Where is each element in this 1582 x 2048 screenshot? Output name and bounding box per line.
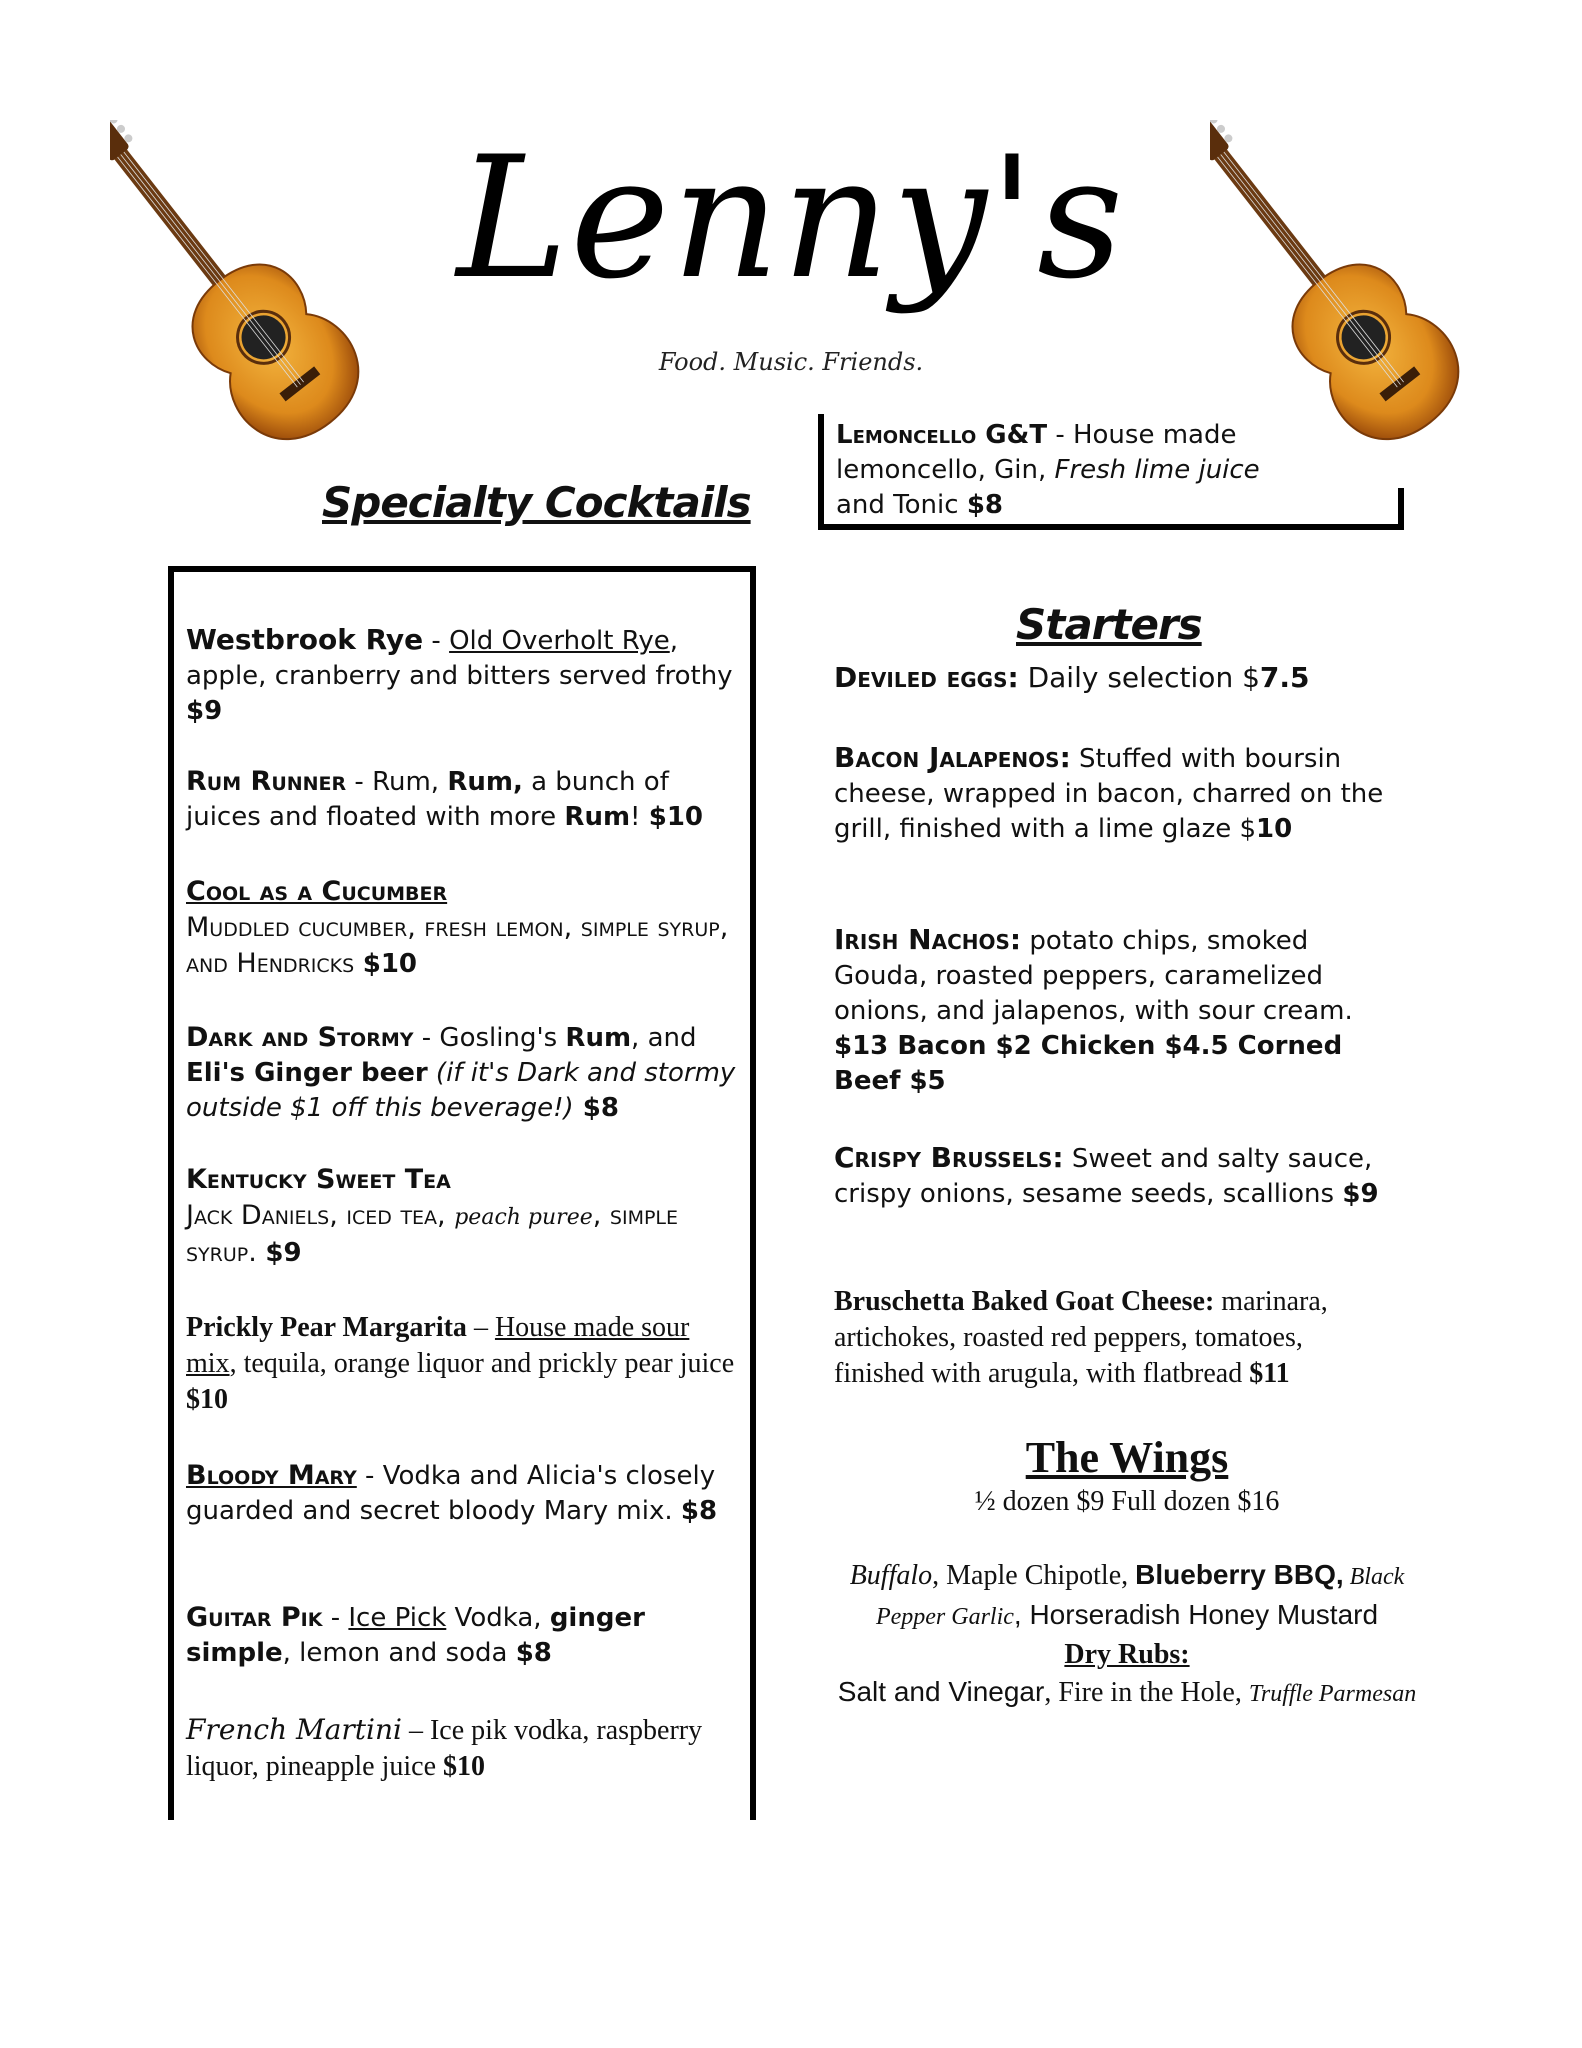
item-name: Guitar Pik <box>186 1602 323 1633</box>
item-price: $8 <box>573 1093 619 1123</box>
item-desc: - Vodka and Alicia's closely guarded and secret bloody Mary mix. <box>186 1461 716 1526</box>
item-name: Rum Runner <box>186 766 347 797</box>
item-desc-italic: (if it's Dark and stormy outside $1 off this beverage!) <box>186 1058 736 1123</box>
item-desc: , and <box>631 1023 697 1053</box>
menu-item-bacon-jalapenos <box>834 740 1394 847</box>
item-price: $8 <box>680 1496 718 1526</box>
wings-price: ½ dozen $9 Full dozen $16 <box>974 1486 1280 1517</box>
item-desc: - Rum, <box>346 767 448 797</box>
dry-rub: Salt and Vinegar <box>837 1676 1045 1707</box>
item-desc: Jack Daniels, iced tea, <box>186 1200 455 1231</box>
menu-item-margarita <box>186 1310 746 1418</box>
item-desc-underlined: Ice Pick <box>348 1603 447 1633</box>
item-desc-bold: ginger simple <box>186 1603 645 1668</box>
item-desc: marinara, artichokes, roasted red peppers, tomatoes, finished with arugula, with flatbread <box>834 1286 1328 1389</box>
flavor-bold: Blueberry BBQ, <box>1135 1559 1344 1590</box>
item-name: Irish Nachos: <box>834 923 1022 956</box>
item-price: $10 <box>186 1384 228 1415</box>
item-name: Lemoncello G&T <box>836 420 1048 450</box>
item-desc: - <box>423 626 450 656</box>
item-name: Bloody Mary <box>186 1460 357 1491</box>
brand-title: Lenny's <box>456 120 1126 316</box>
item-price: $8 <box>515 1638 552 1668</box>
lemoncello-feature-box <box>818 414 1404 530</box>
item-desc: – Ice pik vodka, raspberry liquor, pineapple juice <box>186 1715 703 1782</box>
item-desc-bold: Rum <box>564 802 631 832</box>
item-desc: - House made lemoncello, Gin, <box>836 420 1237 485</box>
item-desc-bold: Rum, <box>447 767 523 797</box>
section-heading-cocktails: Specialty Cocktails <box>322 478 751 527</box>
menu-item-crispy-brussels <box>834 1140 1394 1212</box>
menu-item-guitar-pik <box>186 1600 746 1671</box>
item-name: Bruschetta Baked Goat Cheese: <box>834 1286 1215 1317</box>
item-desc: Stuffed with boursin cheese, wrapped in bacon, charred on the grill, finished with a lime glaze $ <box>834 744 1384 844</box>
section-heading-starters: Starters <box>1016 600 1202 649</box>
item-price: $11 <box>1249 1358 1290 1389</box>
item-desc-script: peach puree <box>454 1205 593 1230</box>
item-price: $9 <box>265 1238 302 1268</box>
item-desc: Vodka, <box>446 1603 550 1633</box>
item-price: $9 <box>1342 1179 1379 1209</box>
menu-item-irish-nachos <box>834 922 1394 1099</box>
item-desc-bold: Rum <box>565 1023 632 1053</box>
item-desc: , apple, cranberry and bitters served frothy <box>186 626 733 691</box>
item-desc: Muddled cucumber, fresh lemon, simple syrup, and Hendricks <box>186 912 729 979</box>
item-name: French Martini <box>186 1713 402 1746</box>
item-desc-underlined: Old Overholt Rye <box>449 626 670 656</box>
flavor: , Maple Chipotle, <box>932 1560 1136 1591</box>
item-desc: potato chips, smoked Gouda, roasted peppers, caramelized onions, and jalapenos, with sour cream. <box>834 926 1353 1026</box>
item-name: Bacon Jalapenos: <box>834 741 1071 774</box>
menu-item-bruschetta <box>834 1284 1394 1392</box>
item-price: $10 <box>443 1751 486 1782</box>
item-desc: Sweet and salty sauce, crispy onions, sesame seeds, scallions <box>834 1144 1373 1209</box>
item-name: Cool as a Cucumber <box>186 876 448 907</box>
menu-item-deviled-eggs <box>834 660 1394 695</box>
item-desc: - Gosling's <box>413 1023 566 1053</box>
wings-flavors <box>834 1556 1420 1713</box>
dry-rub-script: Truffle Parmesan <box>1248 1681 1417 1707</box>
item-desc: - <box>322 1603 349 1633</box>
item-name: Dark and Stormy <box>186 1022 414 1053</box>
item-price: $10 <box>362 949 418 979</box>
item-desc: ! <box>630 802 649 832</box>
menu-item-sweet-tea <box>186 1162 746 1271</box>
item-desc: a bunch of juices and floated with more <box>186 767 669 832</box>
item-desc-bold: Eli's Ginger beer <box>186 1058 428 1088</box>
item-name: Kentucky Sweet Tea <box>186 1164 451 1195</box>
menu-item-dark-stormy <box>186 1020 746 1126</box>
item-desc: Daily selection $ <box>1018 661 1260 694</box>
item-name: Deviled eggs: <box>834 661 1019 694</box>
tagline: Food. Music. Friends. <box>658 348 924 376</box>
item-desc: and Tonic <box>836 490 967 520</box>
menu-item-westbrook <box>186 622 746 729</box>
section-heading-wings: The Wings <box>1025 1433 1229 1482</box>
item-price: $8 <box>966 490 1003 520</box>
item-name: Westbrook Rye <box>186 623 424 656</box>
flavor-script: Black Pepper Garlic <box>875 1564 1405 1630</box>
item-desc: , lemon and soda <box>282 1638 516 1668</box>
item-desc: , tequila, orange liquor and prickly pear juice <box>229 1348 735 1379</box>
item-desc: , simple syrup. <box>186 1200 679 1268</box>
item-price: 7.5 <box>1259 661 1310 694</box>
menu-item-rum-runner <box>186 764 746 835</box>
item-desc: – <box>466 1312 495 1343</box>
item-price: 10 <box>1256 814 1293 844</box>
item-price: $9 <box>186 696 223 726</box>
item-desc-underlined: House made sour mix <box>186 1312 690 1379</box>
menu-item-lemoncello <box>836 418 1276 523</box>
dry-rubs-heading: Dry Rubs: <box>1064 1639 1190 1670</box>
item-desc-italic: Fresh lime juice <box>1054 455 1260 485</box>
item-name: Prickly Pear Margarita <box>186 1312 467 1343</box>
flavor-script: Buffalo <box>849 1560 933 1591</box>
item-name: Crispy Brussels: <box>834 1141 1064 1174</box>
item-price: $10 <box>648 802 704 832</box>
flavor: , Horseradish Honey Mustard <box>1013 1599 1379 1630</box>
dry-rub: , Fire in the Hole, <box>1044 1677 1249 1708</box>
item-price: $13 Bacon $2 Chicken $4.5 Corned Beef $5 <box>834 1031 1343 1096</box>
menu-item-cucumber <box>186 874 746 982</box>
menu-item-french-martini <box>186 1712 746 1785</box>
menu-item-bloody-mary <box>186 1458 746 1529</box>
